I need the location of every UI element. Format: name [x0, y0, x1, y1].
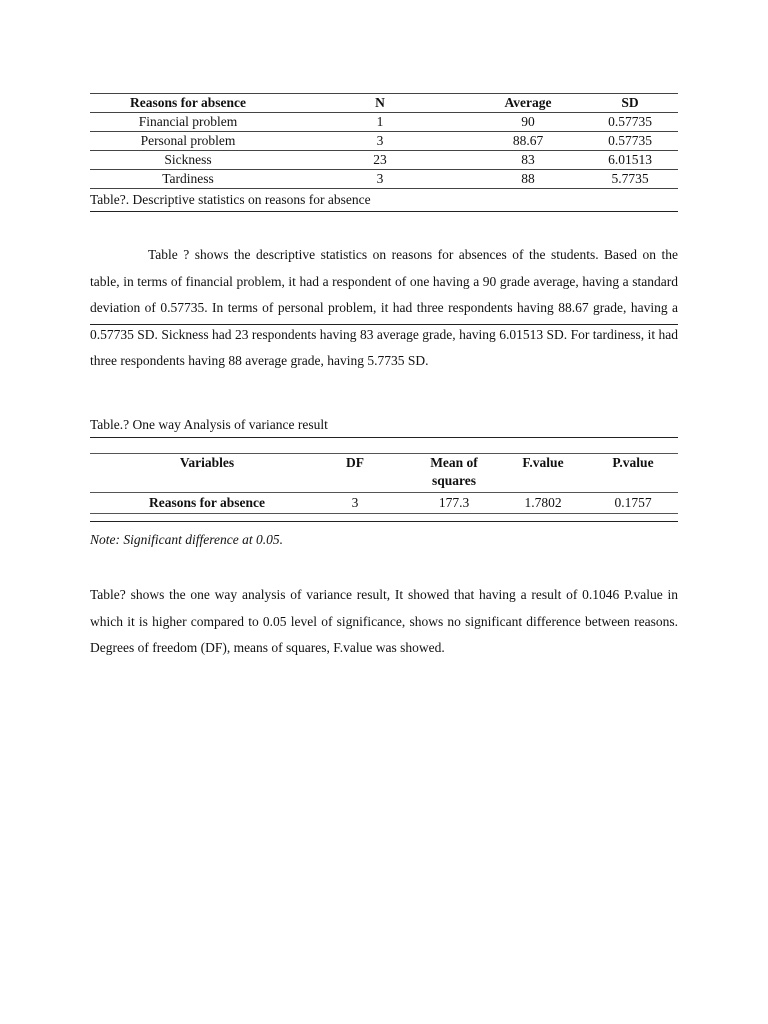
- cell-sd: 0.57735: [582, 132, 678, 151]
- table-row: [90, 132, 678, 151]
- cell-n: 3: [286, 170, 474, 189]
- descriptive-statistics-table: [90, 93, 678, 212]
- header-df: DF: [346, 455, 364, 470]
- table2-row-bottom-rule: [90, 513, 678, 514]
- cell-reason: Financial problem: [90, 113, 286, 132]
- cell-average: 90: [474, 113, 582, 132]
- table-caption-row: [90, 189, 678, 212]
- table1-caption: Table?. Descriptive statistics on reasons for absence: [90, 189, 678, 212]
- horizontal-rule: [90, 324, 678, 325]
- cell-n: 3: [286, 132, 474, 151]
- significance-note: Note: Significant difference at 0.05.: [90, 532, 283, 547]
- table-header-row: [90, 94, 678, 113]
- header-variables: Variables: [179, 455, 235, 470]
- cell-sd: 6.01513: [582, 151, 678, 170]
- cell-p-value: 0.1757: [614, 495, 652, 510]
- table2-top-rule: [90, 437, 678, 438]
- table-row: [90, 170, 678, 189]
- cell-df: 3: [351, 495, 359, 510]
- table2-bottom-rule: [90, 521, 678, 522]
- cell-average: 88: [474, 170, 582, 189]
- paragraph-descriptive-statistics: Table ? shows the descriptive statistics on reasons for absences of the students. Based on the table, in terms of financial problem, it had a respondent of one having a 90 grade average, having a standard deviation of 0.57735. In terms of personal problem, it had three respondents having 88.67 grade, having a 0.57735 SD. Sickness had 23 respondents having 83 average grade, having 6.01513 SD. For tardiness, it had three respondents having 88 average grade, having 5.7735 SD.: [90, 247, 678, 368]
- header-mean-of-squares: Mean of squares: [430, 455, 478, 488]
- header-average: Average: [474, 94, 582, 113]
- cell-n: 23: [286, 151, 474, 170]
- table-row: [90, 113, 678, 132]
- cell-f-value: 1.7802: [524, 495, 562, 510]
- cell-variable: Reasons for absence: [149, 495, 265, 510]
- cell-sd: 0.57735: [582, 113, 678, 132]
- table-row: [90, 151, 678, 170]
- cell-reason: Sickness: [90, 151, 286, 170]
- paragraph-anova-result: Table? shows the one way analysis of variance result, It showed that having a result of 0.1046 P.value in which it is higher compared to 0.05 level of significance, shows no significant difference between reasons. Degrees of freedom (DF), means of squares, F.value was showed.: [90, 587, 678, 655]
- cell-reason: Tardiness: [90, 170, 286, 189]
- cell-sd: 5.7735: [582, 170, 678, 189]
- table2-caption: Table.? One way Analysis of variance result: [90, 417, 328, 432]
- header-sd: SD: [582, 94, 678, 113]
- header-f-value: F.value: [522, 455, 564, 470]
- cell-reason: Personal problem: [90, 132, 286, 151]
- cell-average: 88.67: [474, 132, 582, 151]
- header-n: N: [286, 94, 474, 113]
- cell-average: 83: [474, 151, 582, 170]
- header-p-value: P.value: [612, 455, 654, 470]
- header-reasons: Reasons for absence: [90, 94, 286, 113]
- cell-n: 1: [286, 113, 474, 132]
- cell-mean-of-squares: 177.3: [438, 495, 470, 510]
